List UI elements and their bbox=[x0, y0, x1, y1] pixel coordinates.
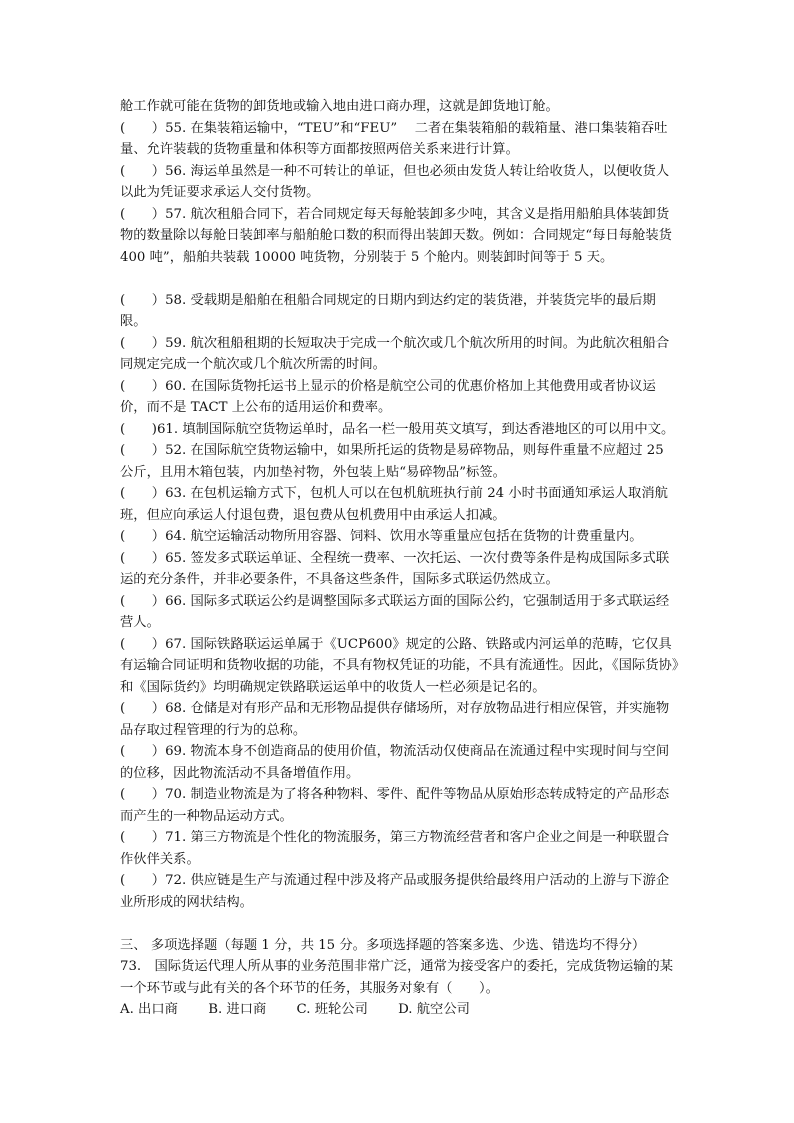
question-69: ( ）69. 物流本身不创造商品的使用价值，物流活动仅使商品在流通过程中实现时间与空间的位移，因此物流活动不具备增值作用。 bbox=[120, 744, 670, 781]
question-73-options bbox=[120, 999, 680, 1021]
question-70: ( ）70. 制造业物流是为了将各种物料、零件、配件等物品从原始形态转成特定的产品形态而产生的一种物品运动方式。 bbox=[120, 787, 670, 824]
blank-line bbox=[120, 913, 680, 935]
question-60: ( ）60. 在国际货物托运书上显示的价格是航空公司的优惠价格加上其他费用或者协议运价，而不是 TACT 上公布的适用运价和费率。 bbox=[120, 378, 656, 415]
option-d: D. 航空公司 bbox=[398, 1002, 470, 1017]
question-71: ( ）71. 第三方物流是个性化的物流服务，第三方物流经营者和客户企业之间是一种联盟合作伙伴关系。 bbox=[120, 830, 670, 867]
option-b: B. 进口商 bbox=[208, 1002, 267, 1017]
question-55: ( ）55. 在集装箱运输中，“TEU”和“FEU” 二者在集装箱船的载箱量、港口集装箱吞吐量、允许装载的货物重量和体积等方面都按照两倍关系来进行计算。 bbox=[120, 120, 668, 157]
question-61: ( )61. 填制国际航空货物运单时，品名一栏一般用英文填写，到达香港地区的可以用中文。 bbox=[120, 421, 675, 437]
paragraph-continuation: 舱工作就可能在货物的卸货地或输入地由进口商办理，这就是卸货地订舱。 bbox=[120, 99, 559, 114]
option-c: C. 班轮公司 bbox=[296, 1002, 368, 1017]
blank-line bbox=[120, 268, 680, 290]
question-72: ( ）72. 供应链是生产与流通过程中涉及将产品或服务提供给最终用户活动的上游与下游企业所形成的网状结构。 bbox=[120, 873, 670, 910]
question-67: ( ）67. 国际铁路联运运单属于《UCP600》规定的公路、铁路或内河运单的范畴，它仅具有运输合同证明和货物收据的功能，不具有物权凭证的功能，不具有流通性。因此，《国际货协》和《国际货约》均明确规定铁路联运运单中的收货人一栏必须是记名的。 bbox=[120, 636, 679, 695]
question-58: ( ）58. 受载期是船舶在租船合同规定的日期内到达约定的装货港，并装货完毕的最后期限。 bbox=[120, 292, 656, 329]
question-66: ( ）66. 国际多式联运公约是调整国际多式联运方面的国际公约，它强制适用于多式联运经营人。 bbox=[120, 593, 670, 630]
question-63: ( ）63. 在包机运输方式下，包机人可以在包机航班执行前 24 小时书面通知承运人取消航班，但应向承运人付退包费，退包费从包机费用中由承运人扣减。 bbox=[120, 486, 668, 523]
question-57: ( ）57. 航次租船合同下，若合同规定每天每舱装卸多少吨，其含义是指用船舶具体装卸货物的数量除以每舱日装卸率与船舶舱口数的积而得出装卸天数。例如：合同规定“每日每舱装货 400 吨”，船舶共装载 10000 吨货物，分别装于 5 个舱内。则装卸时间等于 5 天。 bbox=[120, 206, 672, 265]
question-65: ( ）65. 签发多式联运单证、全程统一费率、一次托运、一次付费等条件是构成国际多式联运的充分条件，并非必要条件，不具备这些条件，国际多式联运仍然成立。 bbox=[120, 550, 670, 587]
option-a: A. 出口商 bbox=[120, 1002, 178, 1017]
question-52: ( ）52. 在国际航空货物运输中，如果所托运的货物是易碎物品，则每件重量不应超过 25 公斤，且用木箱包装，内加垫衬物，外包装上贴“易碎物品”标签。 bbox=[120, 443, 664, 480]
question-68: ( ）68. 仓储是对有形产品和无形物品提供存储场所，对存放物品进行相应保管，并实施物品存取过程管理的行为的总称。 bbox=[120, 701, 670, 738]
document-page bbox=[120, 96, 680, 1021]
question-56: ( ）56. 海运单虽然是一种不可转让的单证，但也必须由发货人转让给收货人，以便收货人以此为凭证要求承运人交付货物。 bbox=[120, 163, 670, 200]
question-64: ( ）64. 航空运输活动物所用容器、饲料、饮用水等重量应包括在货物的计费重量内。 bbox=[120, 529, 643, 544]
question-59: ( ）59. 航次租船租期的长短取决于完成一个航次或几个航次所用的时间。为此航次租船合同规定完成一个航次或几个航次所需的时间。 bbox=[120, 335, 670, 372]
question-73: 73. 国际货运代理人所从事的业务范围非常广泛，通常为接受客户的委托，完成货物运输的某一个环节或与此有关的各个环节的任务，其服务对象有（ ）。 bbox=[120, 959, 674, 996]
section-title: 三、 多项选择题（每题 1 分，共 15 分。多项选择题的答案多选、少选、错选均不得分） bbox=[120, 937, 646, 953]
